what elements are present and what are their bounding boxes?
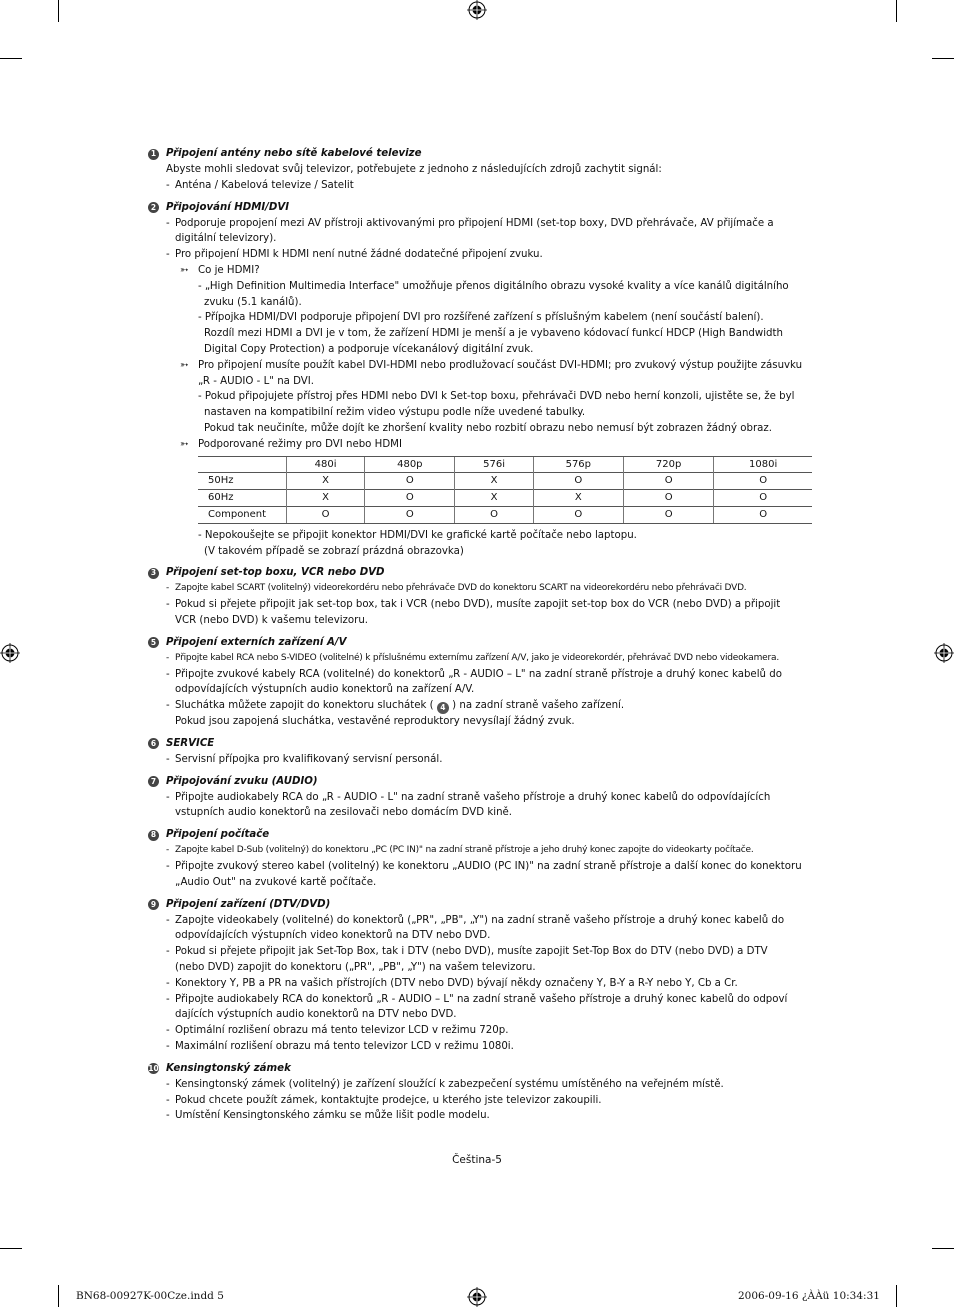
table-header-row xyxy=(198,456,812,473)
note-line: nastaven na kompatibilní režim video výstupu podle níže uvedené tabulky. xyxy=(204,407,586,419)
note-line: „R - AUDIO - L" na DVI. xyxy=(198,375,315,387)
section-hdmi xyxy=(148,200,828,560)
list-item: - Připojte audiokabely RCA do konektorů „R - AUDIO – L" na zadní straně vašeho přístroje a druhý konec kabelů do odpoví dajících výstupních audio konektorů na DTV nebo DVD. xyxy=(166,993,788,1021)
table-cell: O xyxy=(623,490,713,507)
section-number-badge: 6 xyxy=(148,738,159,749)
crop-mark xyxy=(896,1285,897,1307)
table-header-cell: 480i xyxy=(287,456,365,473)
table-cell: O xyxy=(714,473,812,490)
section-heading xyxy=(148,774,828,790)
note-line: Pokud tak neučiníte, může dojít ke zhoršení kvality nebo rozbití obrazu nebo nemusí být zobrazen žádný obraz. xyxy=(204,422,772,434)
section-title: Kensingtonský zámek xyxy=(166,1062,291,1074)
document-body xyxy=(148,146,828,1130)
section-number-badge: 2 xyxy=(148,202,159,213)
table-cell: O xyxy=(714,490,812,507)
section-number-badge: 10 xyxy=(148,1063,159,1073)
table-cell: Component xyxy=(198,506,287,523)
section-number-badge: 3 xyxy=(148,568,159,579)
list-item: - Připojte zvukové kabely RCA (volitelné) do konektorů „R - AUDIO – L" na zadní straně přístroje a druhý konec kabelů do odpovídajících výstupních audio konektorů na zařízení A/V. xyxy=(166,668,782,696)
section-heading xyxy=(148,1061,828,1077)
registration-mark-icon xyxy=(467,1287,487,1307)
section-heading xyxy=(148,827,828,843)
print-slug-timestamp: 2006-09-16 ¿ÀÀü 10:34:31 xyxy=(738,1290,880,1302)
table-row xyxy=(198,506,812,523)
list-item: - Anténa / Kabelová televize / Satelit xyxy=(166,179,354,191)
list-item: - Zapojte videokabely (volitelné) do konektorů („PR", „PB", „Y") na zadní straně vašeho přístroje a druhý konec kabelů do odpovídajících výstupních video konektorů na DTV nebo DVD. xyxy=(166,914,785,942)
list-item: - Optimální rozlišení obrazu má tento televizor LCD v režimu 720p. xyxy=(166,1025,509,1037)
section-service xyxy=(148,736,828,768)
crop-mark xyxy=(58,0,59,22)
table-cell: X xyxy=(287,490,365,507)
registration-mark-icon xyxy=(934,643,954,663)
section-heading xyxy=(148,635,828,651)
crop-mark xyxy=(0,1248,22,1249)
section-external-av xyxy=(148,635,828,730)
headphone-jack-number-badge: 4 xyxy=(437,702,449,714)
table-row xyxy=(198,473,812,490)
table-row xyxy=(198,490,812,507)
table-cell: O xyxy=(533,473,623,490)
list-item: - Zapojte kabel D-Sub (volitelný) do konektoru „PC (PC IN)" na zadní straně přístroje a jeho druhý konec zapojte do videokarty počítače. xyxy=(166,845,754,856)
list-item: - Konektory Y, PB a PR na vašich přístrojích (DTV nebo DVD) bývají někdy označeny Y, B-Y a R-Y nebo Y, Cb a Cr. xyxy=(166,977,738,989)
list-item: - Sluchátka můžete zapojit do konektoru sluchátek ( 4 ) na zadní straně vašeho zařízení. Pokud jsou zapojená sluchátka, vestavěné reproduktory nevysílají žádný zvuk. xyxy=(166,700,625,727)
list-item: - Připojte audiokabely RCA do „R - AUDIO - L" na zadní straně vašeho přístroje a druhý konec kabelů do odpovídajících vstupních audio konektorů na zesilovači nebo domácím DVD kině. xyxy=(166,791,771,819)
section-number-badge: 8 xyxy=(148,830,159,841)
note-line: - Nepokoušejte se připojit konektor HDMI/DVI ke grafické kartě počítače nebo laptopu. xyxy=(198,529,637,541)
list-item: - Připojte zvukový stereo kabel (volitelný) ke konektoru „AUDIO (PC IN)" na zadní straně přístroje a další konec do konektoru „Audio Out" na zvukové kartě počítače. xyxy=(166,860,802,888)
arrow-icon: ➳ xyxy=(180,438,189,450)
table-header-cell: 576p xyxy=(533,456,623,473)
table-cell: O xyxy=(533,506,623,523)
section-antenna xyxy=(148,146,828,194)
section-title: SERVICE xyxy=(166,737,215,749)
section-number-badge: 5 xyxy=(148,637,159,648)
crop-mark xyxy=(58,1285,59,1307)
table-header-cell: 720p xyxy=(623,456,713,473)
table-cell: O xyxy=(623,473,713,490)
arrow-icon: ➳ xyxy=(180,264,189,276)
section-heading xyxy=(148,146,828,162)
table-header-cell: 576i xyxy=(455,456,533,473)
section-title: Připojení počítače xyxy=(166,829,270,841)
note-line: - Pokud připojujete přístroj přes HDMI nebo DVI k Set-top boxu, přehrávači DVD nebo herní konzoli, ujistěte se, že byl xyxy=(198,391,795,403)
section-number-badge: 7 xyxy=(148,776,159,787)
table-cell: O xyxy=(714,506,812,523)
note-line: (V takovém případě se zobrazí prázdná obrazovka) xyxy=(204,545,464,557)
list-item: - Pokud si přejete připojit jak set-top box, tak i VCR (nebo DVD), musíte zapojit set-top box do VCR (nebo DVD) a připojit VCR (nebo DVD) k vašemu televizoru. xyxy=(166,599,781,626)
section-number-badge: 9 xyxy=(148,899,159,910)
table-header-cell: 1080i xyxy=(714,456,812,473)
table-cell: O xyxy=(455,506,533,523)
list-item: - Maximální rozlišení obrazu má tento televizor LCD v režimu 1080i. xyxy=(166,1040,514,1052)
section-title: Připojování HDMI/DVI xyxy=(166,201,290,213)
table-cell: 60Hz xyxy=(198,490,287,507)
list-item: - Pro připojení HDMI k HDMI není nutné žádné dodatečné připojení zvuku. xyxy=(166,249,543,261)
table-header-cell: 480p xyxy=(365,456,455,473)
note-line: Rozdíl mezi HDMI a DVI je v tom, že zařízení HDMI je menší a je vybaveno kódovací funkcí HDCP (High Bandwidth xyxy=(204,328,783,340)
list-item: - Připojte kabel RCA nebo S-VIDEO (volitelné) k příslušnému externímu zařízení A/V, jako je videorekordér, přehrávač DVD nebo videokamera. xyxy=(166,652,779,663)
table-cell: X xyxy=(287,473,365,490)
registration-mark-icon xyxy=(467,0,487,20)
list-item: - Pokud si přejete připojit jak Set-Top Box, tak i DTV (nebo DVD), musíte zapojit Set-Top Box do DTV (nebo DVD) a DTV (nebo DVD) zapojit do konektoru („PR", „PB", „Y") na vašem televizoru. xyxy=(166,946,768,973)
section-title: Připojení zařízení (DTV/DVD) xyxy=(166,898,331,910)
crop-mark xyxy=(896,0,897,22)
section-title: Připojení antény nebo sítě kabelové televize xyxy=(166,148,422,160)
table-cell: X xyxy=(455,473,533,490)
table-header-cell xyxy=(198,456,287,473)
list-item: - Umístění Kensingtonského zámku se může lišit podle modelu. xyxy=(166,1110,490,1122)
section-heading xyxy=(148,736,828,752)
table-cell: O xyxy=(365,473,455,490)
table-cell: O xyxy=(623,506,713,523)
table-cell: 50Hz xyxy=(198,473,287,490)
crop-mark xyxy=(0,58,22,59)
list-item: - Kensingtonský zámek (volitelný) je zařízení sloužící k zabezpečení systému umístěného na veřejném místě. xyxy=(166,1078,724,1090)
crop-mark xyxy=(932,58,954,59)
section-heading xyxy=(148,565,828,581)
section-title: Připojení externích zařízení A/V xyxy=(166,636,347,648)
page-number: Čeština-5 xyxy=(452,1154,502,1166)
registration-mark-icon xyxy=(0,643,20,663)
section-heading xyxy=(148,200,828,216)
print-slug-file: BN68-00927K-00Cze.indd 5 xyxy=(76,1290,224,1302)
table-cell: X xyxy=(533,490,623,507)
arrow-icon: ➳ xyxy=(180,359,189,371)
note-line: Digital Copy Protection) a podporuje vícekanálový digitální zvuk. xyxy=(204,343,534,355)
note-line: zvuku (5.1 kanálů). xyxy=(204,296,302,308)
crop-mark xyxy=(932,1248,954,1249)
section-audio xyxy=(148,774,828,822)
note-line: - „High Definition Multimedia Interface" umožňuje přenos digitálního obrazu vysoké kvality a více kanálů digitálního xyxy=(198,280,789,292)
supported-modes-table xyxy=(198,456,812,524)
arrow-note: ➳ Podporované režimy pro DVI nebo HDMI xyxy=(148,437,828,453)
section-heading xyxy=(148,897,828,913)
section-number-badge: 1 xyxy=(148,149,159,160)
table-cell: O xyxy=(365,506,455,523)
list-item: - Servisní přípojka pro kvalifikovaný servisní personál. xyxy=(166,753,443,765)
table-cell: O xyxy=(365,490,455,507)
section-settop xyxy=(148,565,828,628)
arrow-note: ➳ Co je HDMI? xyxy=(148,263,828,279)
note-line: - Přípojka HDMI/DVI podporuje připojení DVI pro rozšířené zařízení s příslušným kabelem (není součástí balení). xyxy=(198,312,764,324)
section-title: Připojení set-top boxu, VCR nebo DVD xyxy=(166,567,385,579)
section-dtv-dvd xyxy=(148,897,828,1055)
section-kensington xyxy=(148,1061,828,1124)
list-item: - Pokud chcete použít zámek, kontaktujte prodejce, u kterého jste televizor zakoupili. xyxy=(166,1094,602,1106)
section-pc xyxy=(148,827,828,890)
section-title: Připojování zvuku (AUDIO) xyxy=(166,775,318,787)
table-cell: X xyxy=(455,490,533,507)
arrow-note: ➳ Pro připojení musíte použít kabel DVI-HDMI nebo prodlužovací součást DVI-HDMI; pro zvukový výstup použijte zásuvku xyxy=(148,358,828,374)
paragraph: Abyste mohli sledovat svůj televizor, potřebujete z jednoho z následujících zdrojů zachytit signál: xyxy=(166,164,662,175)
table-cell: O xyxy=(287,506,365,523)
list-item: - Podporuje propojení mezi AV přístroji aktivovanými pro připojení HDMI (set-top boxy, DVD přehrávače, AV přijímače a digitální televizory). xyxy=(166,217,774,245)
list-item: - Zapojte kabel SCART (volitelný) videorekordéru nebo přehrávače DVD do konektoru SCART na videorekordéru nebo přehrávači DVD. xyxy=(166,583,747,594)
